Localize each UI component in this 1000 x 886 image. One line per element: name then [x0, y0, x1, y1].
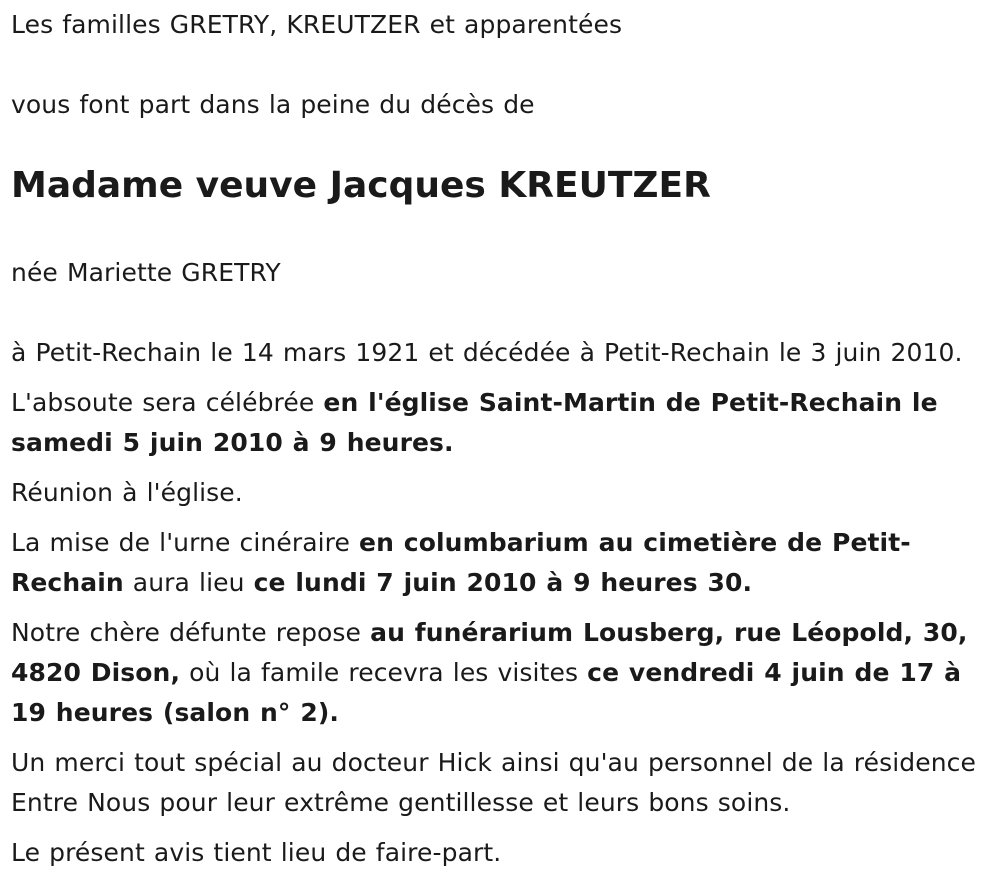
repose-place: au funérarium Lousberg, rue Léopold, 30, 4820 Dison,	[11, 618, 968, 687]
urne-paragraph	[11, 523, 991, 603]
absoute-text: L'absoute sera célébrée	[11, 388, 324, 417]
deceased-name: Madame veuve Jacques KREUTZER	[11, 165, 711, 206]
repose-paragraph	[11, 613, 991, 733]
absoute-details: en l'église Saint-Martin de Petit-Rechain le samedi 5 juin 2010 à 9 heures.	[11, 388, 938, 457]
repose-text: Notre chère défunte repose	[11, 618, 371, 647]
urne-text: La mise de l'urne cinéraire	[11, 528, 360, 557]
urne-connector: aura lieu	[123, 568, 254, 597]
thanks-paragraph: Un merci tout spécial au docteur Hick ainsi qu'au personnel de la résidence Entre Nous pour leur extrême gentillesse et leurs bons soins.	[11, 748, 976, 817]
notice-body	[11, 333, 991, 883]
absoute-paragraph	[11, 383, 991, 463]
maiden-name: née Mariette GRETRY	[11, 258, 281, 287]
closing-line: Le présent avis tient lieu de faire-part.	[11, 838, 502, 867]
urne-date: ce lundi 7 juin 2010 à 9 heures 30.	[253, 568, 753, 597]
urne-place: en columbarium au cimetière de Petit-Rechain	[11, 528, 911, 597]
repose-connector: où la famile recevra les visites	[180, 658, 588, 687]
repose-visits: ce vendredi 4 juin de 17 à 19 heures (salon n° 2).	[11, 658, 962, 727]
announce-line: vous font part dans la peine du décès de	[11, 90, 535, 119]
families-line: Les familles GRETRY, KREUTZER et apparentées	[11, 10, 623, 39]
reunion-line: Réunion à l'église.	[11, 478, 243, 507]
birth-death-line: à Petit-Rechain le 14 mars 1921 et décédée à Petit-Rechain le 3 juin 2010.	[11, 338, 963, 367]
